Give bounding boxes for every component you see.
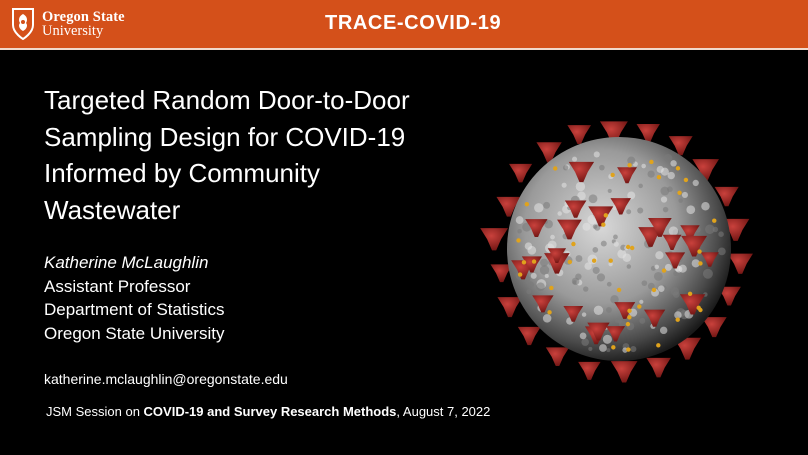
session-name: COVID-19 and Survey Research Methods bbox=[143, 404, 397, 419]
author-block bbox=[44, 251, 224, 345]
project-title: TRACE-COVID-19 bbox=[325, 12, 502, 34]
logo-text-line1: Oregon State bbox=[42, 9, 125, 25]
footer-date: , August 7, 2022 bbox=[396, 404, 491, 419]
session-footer bbox=[46, 404, 490, 419]
title-line: Informed by Community bbox=[44, 158, 320, 188]
slide-title bbox=[44, 82, 484, 228]
author-name: Katherine McLaughlin bbox=[44, 253, 209, 272]
footer-prefix: JSM Session on bbox=[46, 404, 144, 419]
osu-seal-icon bbox=[10, 7, 36, 41]
slide-header bbox=[0, 0, 808, 48]
coronavirus-illustration-icon bbox=[474, 104, 764, 394]
author-institution: Oregon State University bbox=[44, 323, 225, 343]
header-divider bbox=[0, 48, 808, 50]
author-department: Department of Statistics bbox=[44, 300, 225, 319]
university-logo bbox=[10, 5, 125, 43]
author-email: katherine.mclaughlin@oregonstate.edu bbox=[44, 371, 288, 387]
author-position: Assistant Professor bbox=[44, 276, 191, 296]
title-line: Targeted Random Door-to-Door bbox=[44, 85, 410, 115]
logo-text-line2: University bbox=[42, 23, 104, 39]
title-line: Sampling Design for COVID-19 bbox=[44, 121, 406, 152]
title-line: Wastewater bbox=[44, 194, 181, 225]
